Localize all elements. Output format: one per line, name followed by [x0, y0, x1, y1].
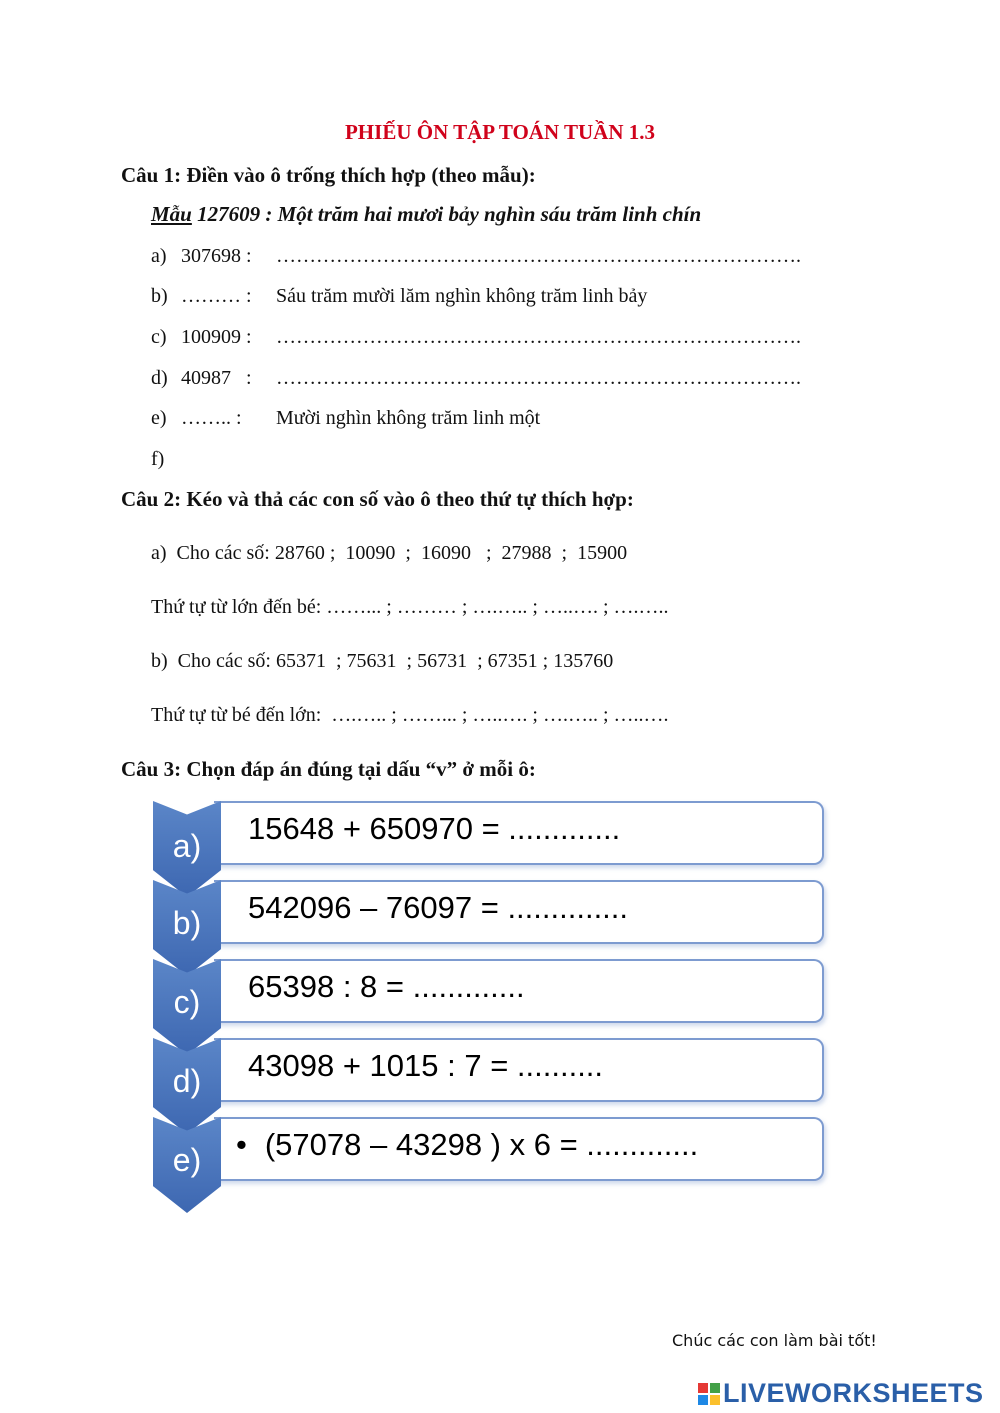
q1-item-e: [151, 407, 167, 430]
q1-item-f: [151, 448, 164, 471]
q1-item-label: c): [151, 326, 167, 348]
q3-item-a-label: a): [172, 828, 202, 864]
q1-item-label: e): [151, 407, 167, 429]
logo-text: LIVEWORKSHEETS: [723, 1378, 984, 1408]
q1-item-c: [151, 326, 167, 349]
q1-item-d-number: 40987 :: [181, 367, 252, 389]
q3-item-e-expression-text: (57078 – 43298 ) x 6 = .............: [264, 1127, 699, 1162]
logo-square: [698, 1383, 708, 1393]
q1-item-c-answer-field[interactable]: …………………………………………………………………….: [276, 326, 801, 348]
q3-item-a[interactable]: [214, 801, 824, 865]
q1-item-e-text: Mười nghìn không trăm linh một: [276, 407, 541, 429]
q3-item-d-label: d): [172, 1063, 202, 1099]
q3-item-b[interactable]: [214, 880, 824, 944]
q3-item-a-expression: 15648 + 650970 = .............: [248, 811, 621, 846]
liveworksheets-logo[interactable]: [698, 1378, 984, 1409]
q1-item-b: [151, 285, 168, 308]
q3-item-e-expression: [236, 1127, 698, 1163]
logo-square: [698, 1395, 708, 1405]
q3-item-d[interactable]: [214, 1038, 824, 1102]
q3-item-c[interactable]: [214, 959, 824, 1023]
q2b-order-drop-zones[interactable]: Thứ tự từ bé đến lớn: ….….. ; ……... ; …..…. ; ….….. ; …..….: [151, 704, 669, 726]
q3-item-c-expression: 65398 : 8 = .............: [248, 969, 525, 1004]
q1-item-a-answer-field[interactable]: …………………………………………………………………….: [276, 245, 801, 267]
bullet-icon: •: [236, 1127, 247, 1162]
example-line: [151, 202, 701, 227]
q1-item-label: f): [151, 448, 165, 470]
logo-square: [710, 1383, 720, 1393]
q1-item-label: d): [151, 367, 168, 389]
example-label: Mẫu: [151, 202, 192, 226]
question-2-heading: Câu 2: Kéo và thả các con số vào ô theo thứ tự thích hợp:: [121, 487, 634, 511]
q1-item-b-answer-field[interactable]: ……… :: [181, 285, 252, 307]
q1-item-b-text: Sáu trăm mười lăm nghìn không trăm linh bảy: [276, 285, 648, 307]
logo-squares-icon: [698, 1383, 720, 1405]
q2a-order-drop-zones[interactable]: Thứ tự từ lớn đến bé: ……... ; ……… ; ….….. ; …..…. ; ….…..: [151, 596, 669, 618]
example-text: 127609 : Một trăm hai mươi bảy nghìn sáu trăm linh chín: [191, 202, 702, 226]
q1-item-label: a): [151, 245, 167, 267]
q3-item-e-label: e): [172, 1142, 202, 1178]
q1-item-a-number: 307698 :: [181, 245, 252, 267]
q3-item-e[interactable]: [214, 1117, 824, 1181]
q1-item-d-answer-field[interactable]: …………………………………………………………………….: [276, 367, 801, 389]
q1-item-label: b): [151, 285, 168, 307]
q1-item-a: [151, 245, 167, 268]
q3-item-d-expression: 43098 + 1015 : 7 = ..........: [248, 1048, 604, 1083]
q2b-given-numbers: b) Cho các số: 65371 ; 75631 ; 56731 ; 67351 ; 135760: [151, 650, 614, 672]
q1-item-d: [151, 367, 168, 390]
q3-item-b-label: b): [172, 905, 202, 941]
q3-item-c-label: c): [173, 984, 201, 1020]
question-1-heading: Câu 1: Điền vào ô trống thích hợp (theo mẫu):: [121, 163, 536, 187]
q3-item-b-expression: 542096 – 76097 = ..............: [248, 890, 629, 925]
q1-item-c-number: 100909 :: [181, 326, 252, 348]
page-title: PHIẾU ÔN TẬP TOÁN TUẦN 1.3: [344, 120, 655, 144]
q2a-given-numbers: a) Cho các số: 28760 ; 10090 ; 16090 ; 27988 ; 15900: [151, 542, 628, 564]
q1-item-e-answer-field[interactable]: …….. :: [181, 407, 242, 429]
logo-square: [710, 1395, 720, 1405]
footer-message: Chúc các con làm bài tốt!: [672, 1331, 877, 1350]
question-3-heading: Câu 3: Chọn đáp án đúng tại dấu “v” ở mỗi ô:: [121, 757, 536, 781]
